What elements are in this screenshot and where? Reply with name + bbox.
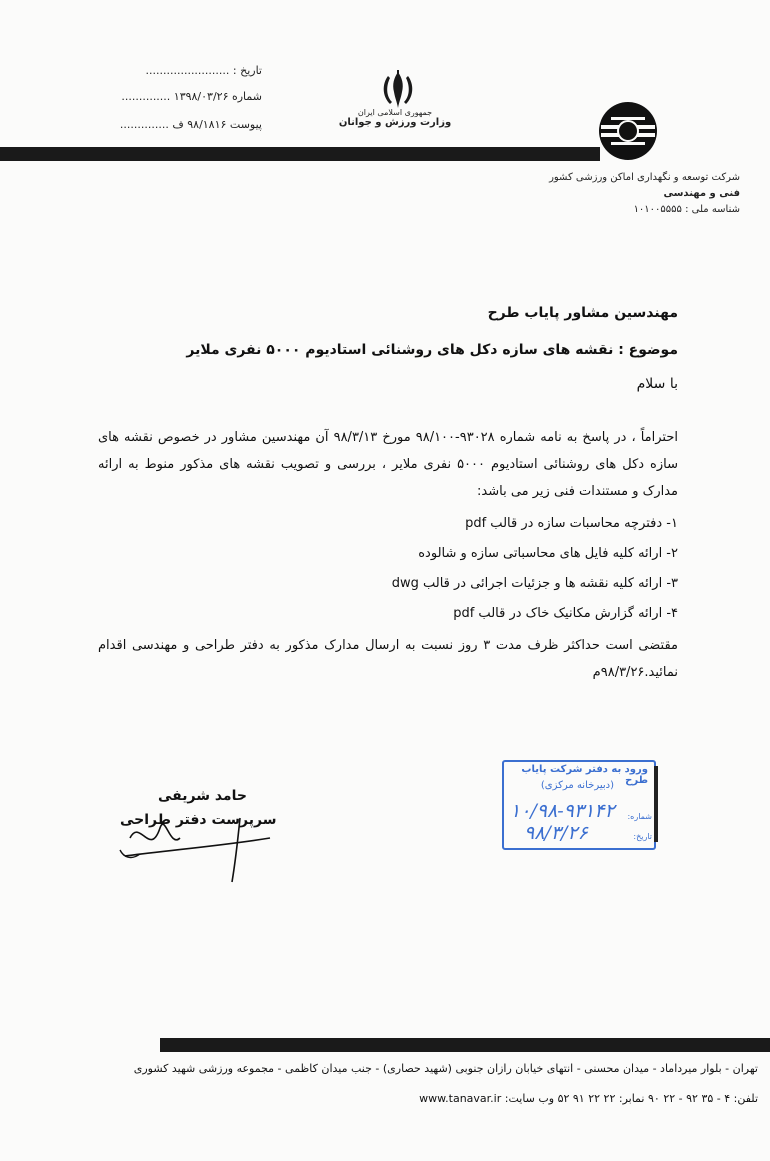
ministry-line2: وزارت ورزش و جوانان: [338, 117, 452, 128]
company-line1: شرکت توسعه و نگهداری اماکن ورزشی کشور: [549, 172, 740, 183]
company-info: [520, 170, 740, 218]
number-value: ۱۳۹۸/۰۳/۲۶: [173, 90, 229, 103]
list-item-2: ۲- ارائه کلیه فایل های محاسباتی سازه و شالوده: [418, 546, 678, 561]
attachment-line: پیوست ۹۸/۱۸۱۶ ف ..............: [119, 118, 262, 131]
recipient: مهندسین مشاور پایاب طرح: [487, 305, 678, 321]
stamp-title: ورود به دفتر شرکت پایاب طرح: [521, 764, 648, 786]
iran-emblem-icon: [378, 68, 418, 112]
footer-band: [160, 1038, 770, 1052]
stamp-date-value: ۹۸/۳/۲۶: [524, 822, 588, 844]
stamp-date-label: تاریخ:: [633, 832, 652, 841]
stamp-edge: [654, 766, 658, 842]
number-label: شماره: [231, 90, 262, 103]
attachment-value: ۹۸/۱۸۱۶ ف: [172, 118, 227, 131]
company-line2: فنی و مهندسی: [663, 188, 740, 199]
subject-line: موضوع : نقشه های سازه دکل های روشنائی استادیوم ۵۰۰۰ نفری ملایر: [186, 342, 678, 358]
greeting: با سلام: [636, 376, 678, 392]
ministry-line1: جمهوری اسلامی ایران: [357, 108, 433, 117]
stamp-subtitle: (دبیرخانه مرکزی): [540, 780, 614, 791]
list-item-3: ۳- ارائه کلیه نقشه ها و جزئیات اجرائی در قالب dwg: [391, 576, 678, 591]
footer-contact: تلفن: ۴ - ۳۵ ۹۲ - ۲۲ ۹۰ نمابر: ۲۲ ۲۲ ۹۱ ۵۲ وب سایت: www.tanavar.ir: [419, 1092, 758, 1105]
footer-address: تهران - بلوار میرداماد - میدان محسنی - انتهای خیابان رازان جنوبی (شهید حصاری) - جنب میدان کاظمی - مجموعه ورزشی شهید کشوری: [133, 1062, 758, 1075]
attachment-label: پیوست: [229, 118, 262, 131]
handwritten-signature: [110, 798, 290, 888]
list-item-4: ۴- ارائه گزارش مکانیک خاک در قالب pdf: [453, 606, 678, 621]
header-band: [0, 147, 600, 161]
company-line3: شناسه ملی : ۱۰۱۰۰۵۵۵۵: [633, 204, 740, 215]
signatory-title: سرپرست دفتر طراحی: [120, 812, 277, 828]
received-stamp: [502, 760, 656, 850]
signatory-name: حامد شریفی: [158, 788, 247, 804]
date-line: تاریخ : ........................: [145, 64, 262, 77]
body-paragraph-2: مقتضی است حداکثر ظرف مدت ۳ روز نسبت به ارسال مدارک مذکور به دفتر طراحی و مهندسی اقدام نمائید.۹۸/۳/۲۶م: [98, 638, 679, 680]
date-label: تاریخ :: [232, 64, 262, 77]
company-logo-icon: [597, 100, 659, 162]
stamp-number-label: شماره:: [627, 812, 652, 821]
list-item-1: ۱- دفترچه محاسبات سازه در قالب pdf: [465, 516, 678, 531]
ministry-name: [330, 108, 460, 128]
number-line: شماره ۱۳۹۸/۰۳/۲۶ ..............: [121, 90, 262, 103]
body-paragraph-1: احتراماً ، در پاسخ به نامه شماره ۹۳۰۲۸-۹۸/۱۰۰ مورخ ۹۸/۳/۱۳ آن مهندسین مشاور در خصوص نقشه های سازه دکل های روشنائی استادیوم ۵۰۰۰ نفری ملایر ، بررسی و تصویب نقشه های مذکور منوط به ارائه مدارک و مستندات فنی زیر می باشد:: [98, 430, 679, 499]
stamp-number-value: ۱۰/۹۸-۹۳۱۴۲: [510, 800, 615, 822]
